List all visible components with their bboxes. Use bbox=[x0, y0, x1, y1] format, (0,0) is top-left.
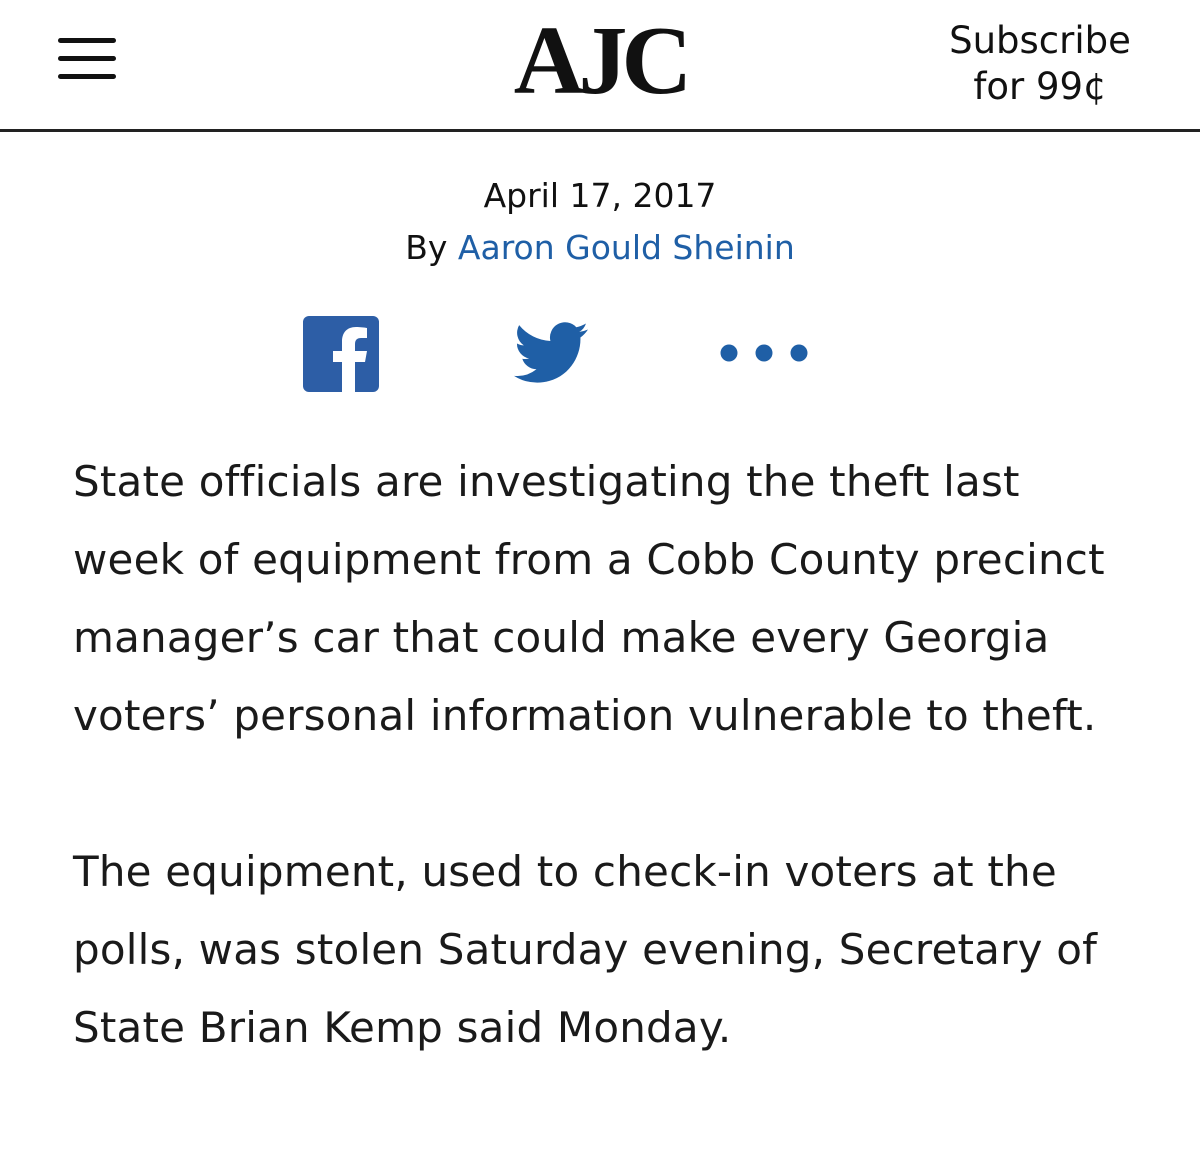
article-meta bbox=[0, 170, 1200, 274]
byline bbox=[0, 222, 1200, 274]
article-paragraph: State officials are investigating the theft last week of equipment from a Cobb County precinct manager’s car that could make every Georgia voters’ personal information vulnerable to theft. bbox=[73, 457, 1105, 740]
article-date: April 17, 2017 bbox=[483, 176, 717, 215]
facebook-icon[interactable] bbox=[303, 316, 379, 392]
twitter-icon[interactable] bbox=[514, 322, 588, 384]
share-bar bbox=[0, 316, 1200, 392]
subscribe-button[interactable] bbox=[930, 18, 1150, 110]
article-paragraph: The equipment, used to check-in voters at the polls, was stolen Saturday evening, Secretary of State Brian Kemp said Monday. bbox=[73, 847, 1098, 1052]
author-link[interactable]: Aaron Gould Sheinin bbox=[457, 228, 795, 267]
byline-prefix: By bbox=[405, 228, 448, 267]
subscribe-label: Subscribe bbox=[949, 19, 1131, 62]
article-body bbox=[73, 443, 1133, 1145]
site-logo[interactable]: AJC bbox=[513, 7, 687, 115]
subscribe-price: for 99¢ bbox=[973, 65, 1107, 108]
more-options-icon[interactable] bbox=[718, 342, 810, 364]
site-header bbox=[0, 0, 1200, 132]
